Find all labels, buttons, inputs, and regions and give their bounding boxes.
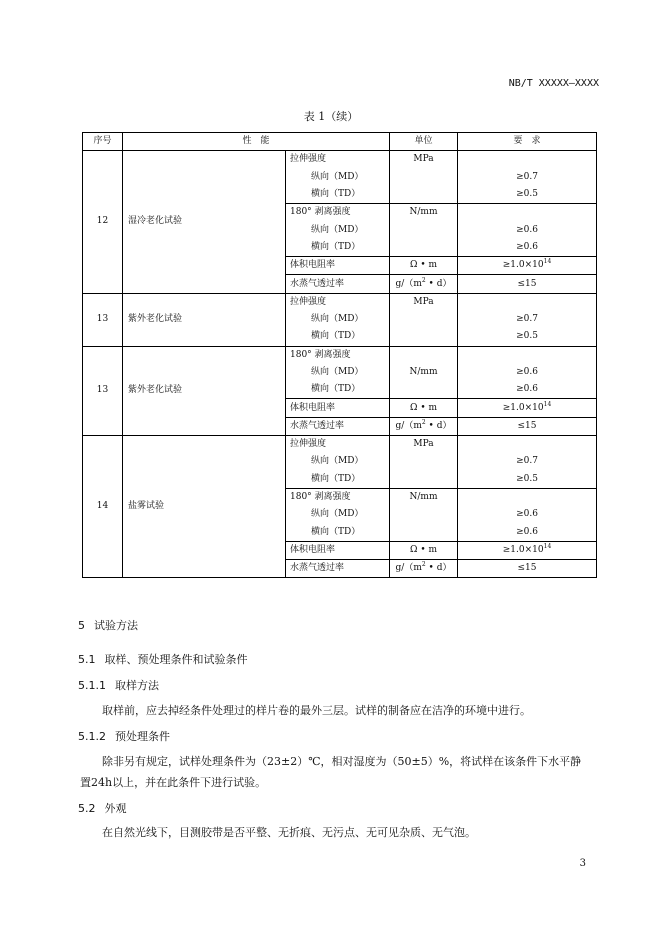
section-number: 5.1.1 [78, 679, 106, 692]
property-peel: 180° 剥离强度 [286, 346, 390, 364]
property-tensile: 拉伸强度 [286, 151, 390, 169]
section-5-1-2-heading [78, 728, 170, 744]
requirement-peel-md: ≥0.6 [458, 221, 597, 238]
row-category: 湿冷老化试验 [123, 151, 286, 293]
unit-vapor: $g/(m^2$ • d） [390, 275, 458, 293]
unit-tensile: MPa [390, 293, 458, 346]
requirement-md: ≥0.7 [458, 311, 597, 328]
spec-table [82, 132, 597, 578]
requirement-peel-td: ≥0.6 [458, 381, 597, 399]
section-title: 取样、预处理条件和试验条件 [104, 653, 248, 666]
unit-peel: N/mm [390, 488, 458, 541]
requirement-vapor: ≤15 [458, 560, 597, 578]
requirement-resistivity: $\ge 1.0\times 10^{14}$ [458, 399, 597, 417]
requirement-peel-md: ≥0.6 [458, 364, 597, 381]
section-5-heading [78, 617, 138, 633]
requirement-md: ≥0.7 [458, 453, 597, 470]
section-number: 5 [78, 619, 85, 632]
property-td: 横向（TD） [286, 471, 390, 489]
requirement-peel-td: ≥0.6 [458, 239, 597, 257]
unit-peel: N/mm [390, 346, 458, 399]
requirement-resistivity: $\ge 1.0\times 10^{14}$ [458, 541, 597, 559]
document-code: NB/T XXXXX—XXXX [508, 78, 599, 89]
section-number: 5.1 [78, 653, 96, 666]
header-property: 性 能 [123, 133, 390, 151]
header-unit: 单位 [390, 133, 458, 151]
unit-resistivity: Ω • m [390, 257, 458, 275]
property-td: 横向（TD） [286, 186, 390, 204]
section-5-1-heading [78, 651, 248, 667]
row-no: 12 [83, 151, 123, 293]
unit-resistivity: Ω • m [390, 399, 458, 417]
unit-peel: N/mm [390, 204, 458, 257]
section-5-2-body: 在自然光线下，目测胶带是否平整、无折痕、无污点、无可见杂质、无气泡。 [102, 826, 476, 839]
requirement-td: ≥0.5 [458, 186, 597, 204]
property-peel-md: 纵向（MD） [286, 506, 390, 523]
row-no: 13 [83, 293, 123, 346]
requirement-td: ≥0.5 [458, 328, 597, 346]
row-category: 盐雾试验 [123, 436, 286, 578]
property-resistivity: 体积电阻率 [286, 399, 390, 417]
requirement-td: ≥0.5 [458, 471, 597, 489]
property-md: 纵向（MD） [286, 311, 390, 328]
property-resistivity: 体积电阻率 [286, 541, 390, 559]
property-peel-td: 横向（TD） [286, 524, 390, 542]
property-peel-md: 纵向（MD） [286, 364, 390, 381]
requirement-vapor: ≤15 [458, 417, 597, 435]
header-requirement: 要 求 [458, 133, 597, 151]
section-5-1-1-body: 取样前，应去掉经条件处理过的样片卷的最外三层。试样的制备应在洁净的环境中进行。 [102, 704, 531, 717]
property-vapor: 水蒸气透过率 [286, 275, 390, 293]
row-category: 紫外老化试验 [123, 346, 286, 435]
property-peel-md: 纵向（MD） [286, 221, 390, 238]
property-peel-td: 横向（TD） [286, 239, 390, 257]
unit-tensile: MPa [390, 436, 458, 489]
property-tensile: 拉伸强度 [286, 436, 390, 454]
property-tensile: 拉伸强度 [286, 293, 390, 311]
section-title: 试验方法 [94, 619, 138, 632]
property-vapor: 水蒸气透过率 [286, 560, 390, 578]
section-5-1-2-body-line1: 除非另有规定，试样处理条件为（23±2）℃，相对湿度为（50±5）%，将试样在该条件下水平静 [102, 755, 582, 768]
unit-vapor: $g/(m^2$ • d） [390, 560, 458, 578]
header-no: 序号 [83, 133, 123, 151]
requirement-peel-md: ≥0.6 [458, 506, 597, 523]
table-title: 表 1（续） [303, 110, 359, 123]
table-row [83, 346, 597, 364]
section-number: 5.1.2 [78, 730, 106, 743]
property-vapor: 水蒸气透过率 [286, 417, 390, 435]
requirement-resistivity: $\ge 1.0\times 10^{14}$ [458, 257, 597, 275]
section-5-2-heading [78, 800, 127, 816]
property-td: 横向（TD） [286, 328, 390, 346]
page-number: 3 [579, 858, 586, 869]
requirement-vapor: ≤15 [458, 275, 597, 293]
property-md: 纵向（MD） [286, 453, 390, 470]
row-category: 紫外老化试验 [123, 293, 286, 346]
unit-resistivity: Ω • m [390, 541, 458, 559]
row-no: 14 [83, 436, 123, 578]
property-peel: 180° 剥离强度 [286, 488, 390, 506]
table-row [83, 293, 597, 311]
row-no: 13 [83, 346, 123, 435]
unit-vapor: $g/(m^2$ • d） [390, 417, 458, 435]
property-resistivity: 体积电阻率 [286, 257, 390, 275]
property-peel-td: 横向（TD） [286, 381, 390, 399]
section-title: 外观 [104, 802, 127, 815]
unit-tensile: MPa [390, 151, 458, 204]
section-title: 预处理条件 [115, 730, 170, 743]
table-header-row [83, 133, 597, 151]
section-5-1-2-body-line2: 置24h以上，并在此条件下进行试验。 [80, 776, 267, 789]
property-md: 纵向（MD） [286, 169, 390, 186]
section-5-1-1-heading [78, 677, 159, 693]
requirement-peel-td: ≥0.6 [458, 524, 597, 542]
requirement-md: ≥0.7 [458, 169, 597, 186]
table-row [83, 151, 597, 169]
section-number: 5.2 [78, 802, 96, 815]
section-title: 取样方法 [115, 679, 159, 692]
property-peel: 180° 剥离强度 [286, 204, 390, 222]
table-row [83, 436, 597, 454]
